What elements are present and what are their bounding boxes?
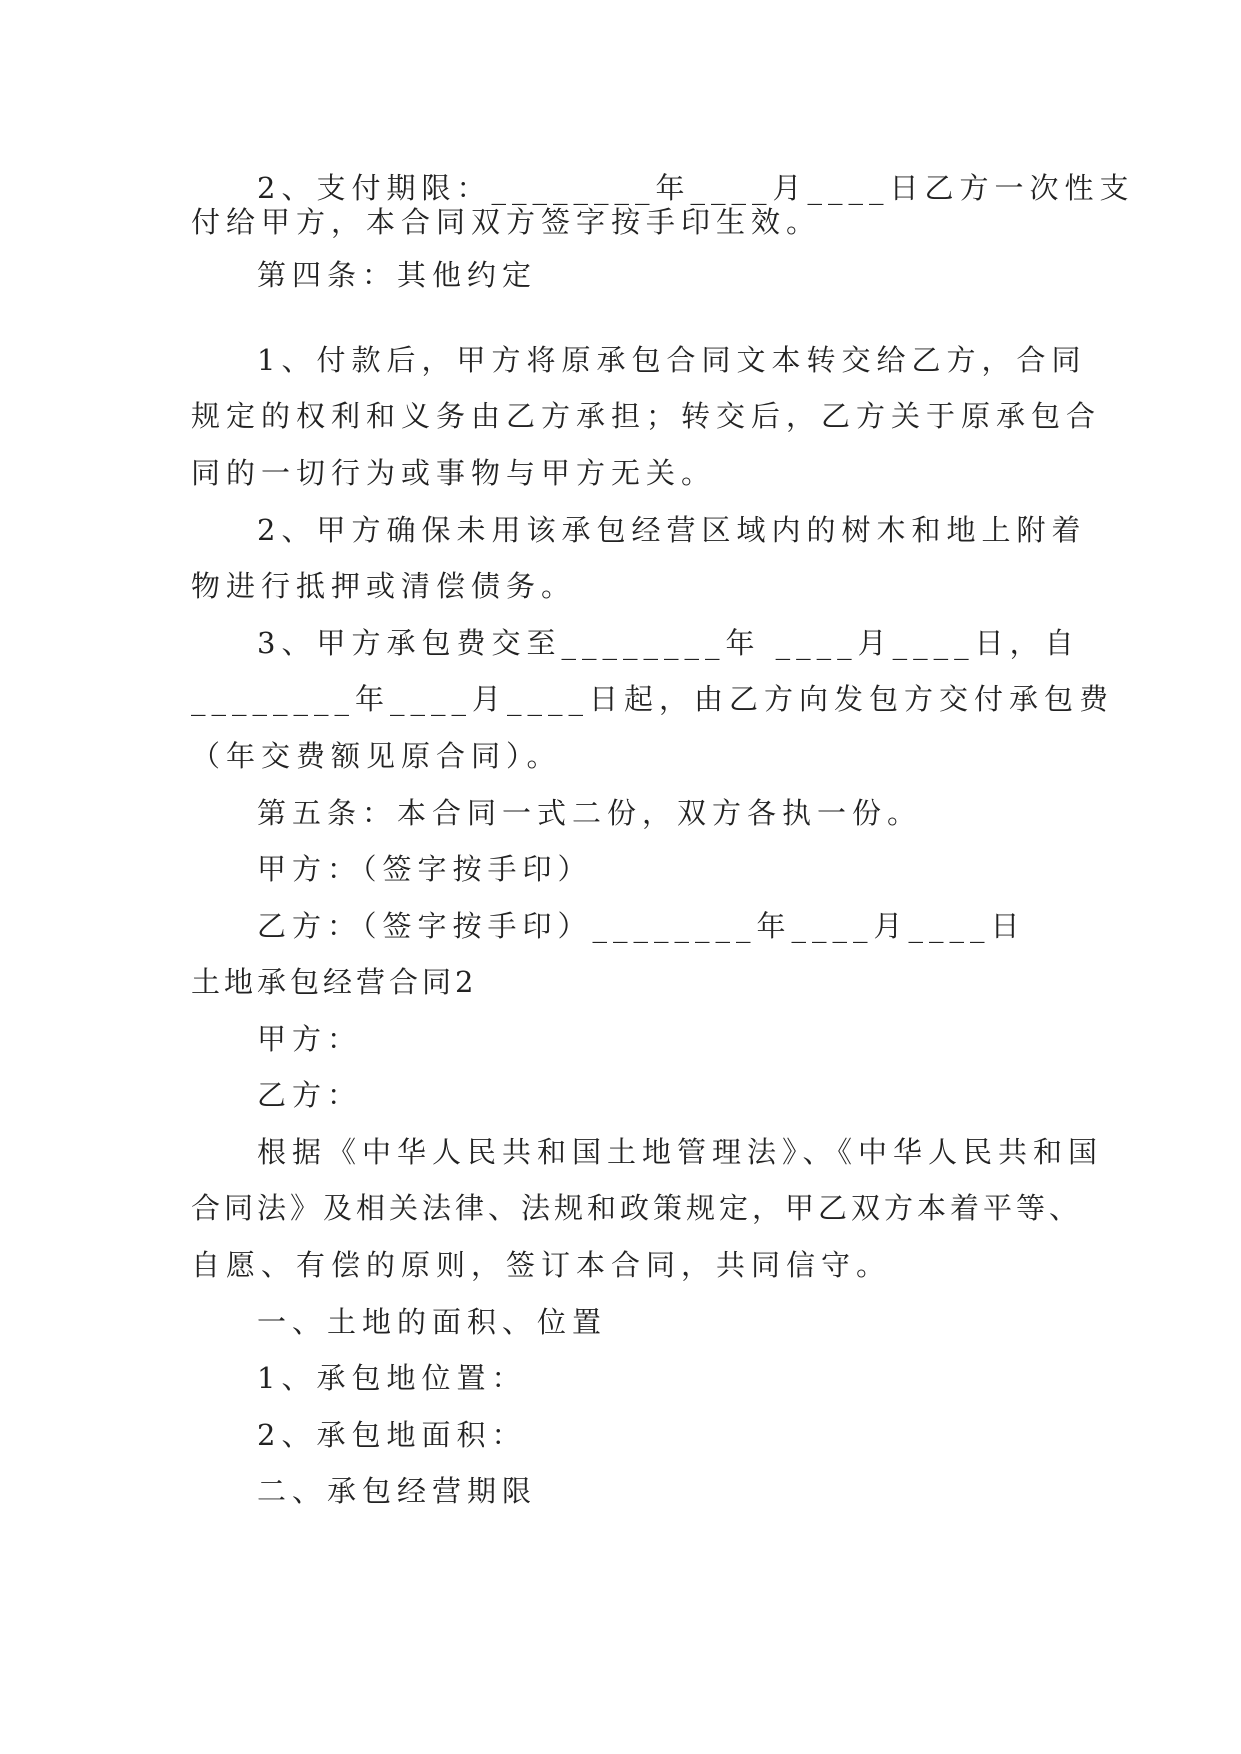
text-line: （年交费额见原合同）。: [191, 739, 562, 773]
text-line: 二、承包经营期限: [257, 1474, 538, 1508]
text-line: 规定的权利和义务由乙方承担；转交后，乙方关于原承包合: [191, 399, 1102, 433]
section-title: 土地承包经营合同2: [191, 965, 478, 999]
text-line: 甲方：: [257, 1022, 363, 1056]
text-line: 甲方：（签字按手印）: [257, 852, 593, 886]
text-line: 1、承包地位置：: [257, 1361, 527, 1395]
text-line: 乙方：: [257, 1078, 363, 1112]
text-line: 第四条：其他约定: [257, 258, 538, 292]
text-line: 根据《中华人民共和国土地管理法》、《中华人民共和国: [257, 1135, 1104, 1169]
text-line: 自愿、有偿的原则，签订本合同，共同信守。: [191, 1248, 892, 1282]
text-line: 2、甲方确保未用该承包经营区域内的树木和地上附着: [257, 513, 1087, 547]
text-line: 3、甲方承包费交至________年 ____月____日，自: [257, 626, 1080, 660]
text-line: 合同法》及相关法律、法规和政策规定，甲乙双方本着平等、: [191, 1191, 1083, 1225]
text-line: 第五条：本合同一式二份，双方各执一份。: [257, 796, 923, 830]
text-line: 物进行抵押或清偿债务。: [191, 569, 577, 603]
text-line: 2、承包地面积：: [257, 1418, 527, 1452]
text-line: 同的一切行为或事物与甲方无关。: [191, 456, 717, 490]
text-line: 2、支付期限：________年____月____日乙方一次性支: [257, 171, 1135, 205]
text-line: 乙方：（签字按手印）________年____月____日: [257, 909, 1026, 943]
text-line: 1、付款后，甲方将原承包合同文本转交给乙方，合同: [257, 343, 1087, 377]
text-line: 付给甲方，本合同双方签字按手印生效。: [191, 205, 822, 239]
text-line: 一、土地的面积、位置: [257, 1305, 608, 1339]
text-line: ________年____月____日起，由乙方向发包方交付承包费: [191, 682, 1115, 716]
